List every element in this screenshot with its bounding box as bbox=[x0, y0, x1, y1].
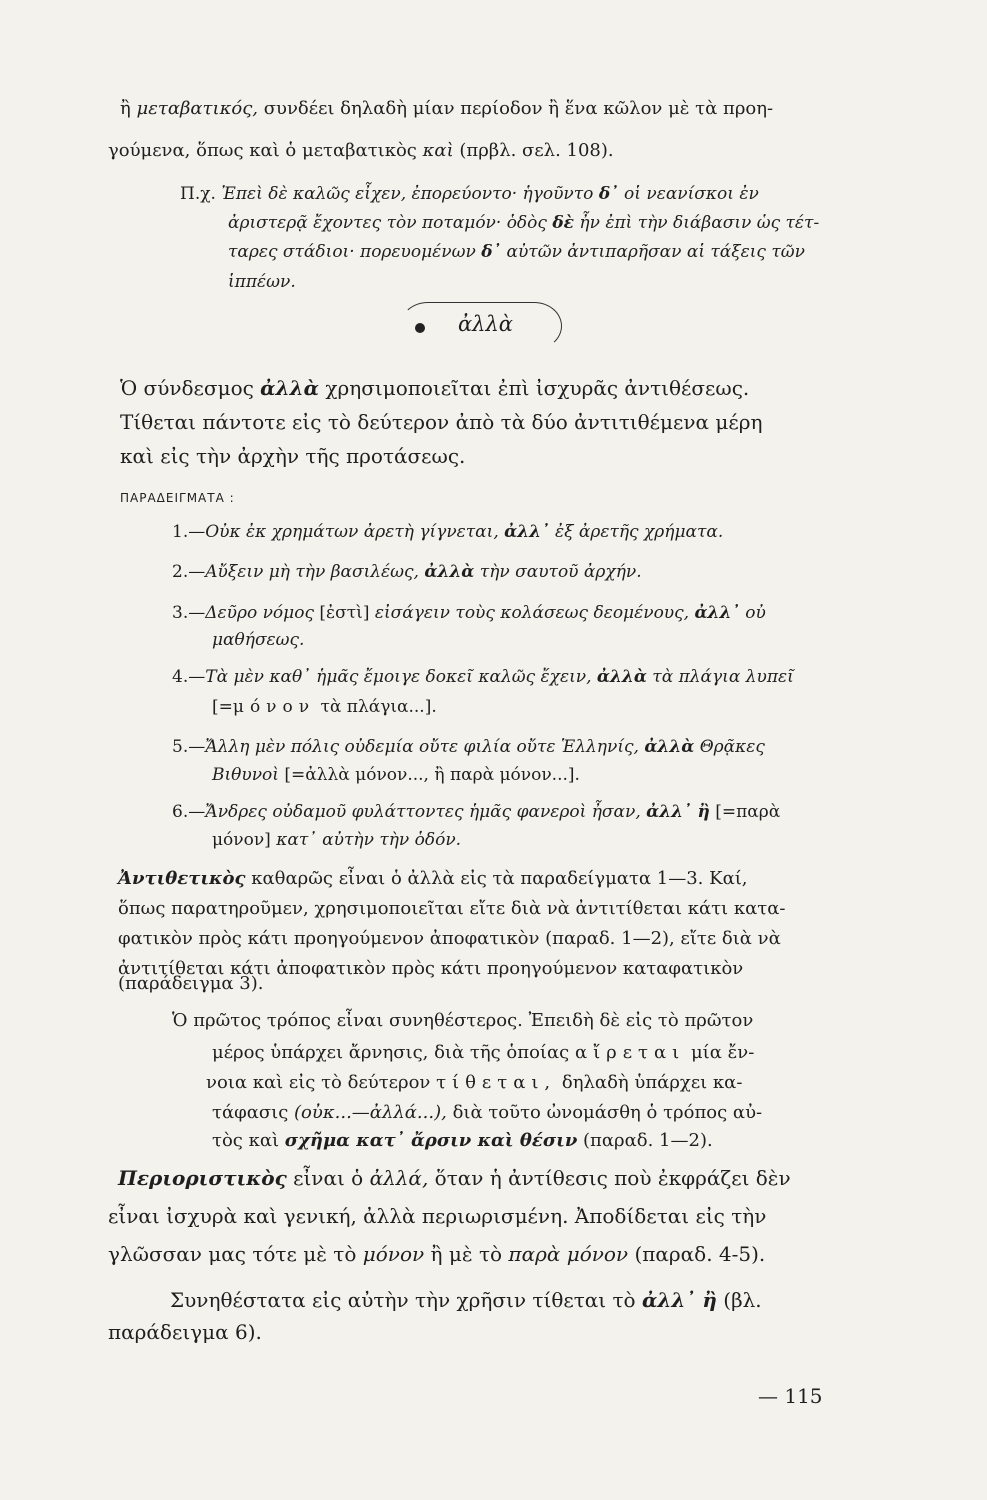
first-mode-line-3: νοια καὶ εἰς τὸ δεύτερον τίθεται, δηλαδὴ ὑπάρχει κα- bbox=[206, 1072, 743, 1093]
definition-line-2: Τίθεται πάντοτε εἰς τὸ δεύτερον ἀπὸ τὰ δύο ἀντιτιθέμενα μέρη bbox=[120, 410, 763, 434]
definition-line-1: Ὁ σύνδεσμος ἀλλὰ χρησιμοποιεῖται ἐπὶ ἰσχυρᾶς ἀντιθέσεως. bbox=[120, 376, 750, 400]
example-block-line-3: ταρες στάδιοι· πορευομένων δ᾽ αὐτῶν ἀντιπαρῆσαν αἱ τάξεις τῶν bbox=[228, 242, 805, 262]
first-mode-line-4: τάφασις (οὐκ...—ἀλλά...), διὰ τοῦτο ὠνομάσθη ὁ τρόπος αὐ- bbox=[212, 1102, 763, 1123]
section-heading: ἀλλὰ bbox=[458, 312, 513, 336]
example-3: 3.—Δεῦρο νόμος [ἐστὶ] εἰσάγειν τοὺς κολάσεως δεομένους, ἀλλ᾽ οὐ bbox=[172, 603, 766, 623]
example-5: 5.—Ἄλλη μὲν πόλις οὐδεμία οὔτε φιλία οὔτε Ἑλληνίς, ἀλλὰ Θρᾷκες bbox=[172, 737, 765, 757]
antithetic-line-3: φατικὸν πρὸς κάτι προηγούμενον ἀποφατικὸν (παραδ. 1—2), εἴτε διὰ νὰ bbox=[118, 928, 781, 949]
example-6: 6.—Ἄνδρες οὐδαμοῦ φυλάττοντες ἡμᾶς φανεροὶ ἦσαν, ἀλλ᾽ ἢ [=παρὰ bbox=[172, 802, 781, 822]
example-2: 2.—Αὔξειν μὴ τὴν βασιλέως, ἀλλὰ τὴν σαυτοῦ ἀρχήν. bbox=[172, 562, 642, 582]
antithetic-line-4: ἀντιτίθεται κάτι ἀποφατικὸν πρὸς κάτι προηγούμενον καταφατικὸν bbox=[118, 958, 744, 979]
example-5-cont: Βιθυνοὶ [=ἀλλὰ μόνον..., ἢ παρὰ μόνον...]. bbox=[212, 765, 580, 785]
first-mode-line-1: Ὁ πρῶτος τρόπος εἶναι συνηθέστερος. Ἐπειδὴ δὲ εἰς τὸ πρῶτον bbox=[172, 1010, 754, 1031]
first-mode-line-5: τὸς καὶ σχῆμα κατ᾽ ἄρσιν καὶ θέσιν (παραδ. 1—2). bbox=[212, 1130, 713, 1151]
restrictive-line-2: εἶναι ἰσχυρὰ καὶ γενική, ἀλλὰ περιωρισμένη. Ἀποδίδεται εἰς τὴν bbox=[108, 1204, 767, 1228]
example-3-cont: μαθήσεως. bbox=[212, 630, 305, 650]
usual-line-1: Συνηθέστατα εἰς αὐτὴν τὴν χρῆσιν τίθεται τὸ ἀλλ᾽ ἢ (βλ. bbox=[170, 1288, 762, 1312]
example-6-cont: μόνον] κατ᾽ αὐτὴν τὴν ὁδόν. bbox=[212, 830, 462, 850]
examples-label: ΠΑΡΑΔΕΙΓΜΑΤΑ : bbox=[120, 491, 235, 505]
example-1: 1.—Οὐκ ἐκ χρημάτων ἀρετὴ γίγνεται, ἀλλ᾽ ἐξ ἀρετῆς χρήματα. bbox=[172, 522, 724, 542]
intro-line-1: ἢ μεταβατικός, συνδέει δηλαδὴ μίαν περίοδον ἢ ἕνα κῶλον μὲ τὰ προη- bbox=[120, 98, 774, 119]
example-4: 4.—Τὰ μὲν καθ᾽ ἡμᾶς ἔμοιγε δοκεῖ καλῶς ἔχειν, ἀλλὰ τὰ πλάγια λυπεῖ bbox=[172, 667, 794, 687]
antithetic-line-1: Ἀντιθετικὸς καθαρῶς εἶναι ὁ ἀλλὰ εἰς τὰ παραδείγματα 1—3. Καί, bbox=[118, 868, 748, 889]
first-mode-line-2: μέρος ὑπάρχει ἄρνησις, διὰ τῆς ὁποίας αἴρεται μία ἔν- bbox=[212, 1042, 755, 1063]
example-4-cont: [=μόνον τὰ πλάγια...]. bbox=[212, 697, 437, 717]
restrictive-line-3: γλῶσσαν μας τότε μὲ τὸ μόνον ἢ μὲ τὸ παρὰ μόνον (παραδ. 4-5). bbox=[108, 1242, 766, 1266]
example-block-line-1: Π.χ. Ἐπεὶ δὲ καλῶς εἶχεν, ἐπορεύοντο· ἡγοῦντο δ᾽ οἱ νεανίσκοι ἐν bbox=[180, 184, 759, 204]
example-block-line-4: ἱππέων. bbox=[228, 272, 296, 292]
bullet-icon bbox=[415, 323, 425, 333]
antithetic-line-2: ὅπως παρατηροῦμεν, χρησιμοποιεῖται εἴτε διὰ νὰ ἀντιτίθεται κάτι κατα- bbox=[118, 898, 786, 919]
restrictive-line-1: Περιοριστικὸς εἶναι ὁ ἀλλά, ὅταν ἡ ἀντίθεσις ποὺ ἐκφράζει δὲν bbox=[118, 1166, 791, 1190]
definition-line-3: καὶ εἰς τὴν ἀρχὴν τῆς προτάσεως. bbox=[120, 444, 466, 468]
intro-line-2: γούμενα, ὅπως καὶ ὁ μεταβατικὸς καὶ (πρβλ. σελ. 108). bbox=[108, 140, 614, 161]
page-number: — 115 bbox=[758, 1384, 823, 1408]
example-block-line-2: ἀριστερᾷ ἔχοντες τὸν ποταμόν· ὁδὸς δὲ ἦν ἐπὶ τὴν διάβασιν ὡς τέτ- bbox=[228, 213, 820, 233]
antithetic-line-5: (παράδειγμα 3). bbox=[118, 973, 264, 994]
usual-line-2: παράδειγμα 6). bbox=[108, 1320, 262, 1344]
